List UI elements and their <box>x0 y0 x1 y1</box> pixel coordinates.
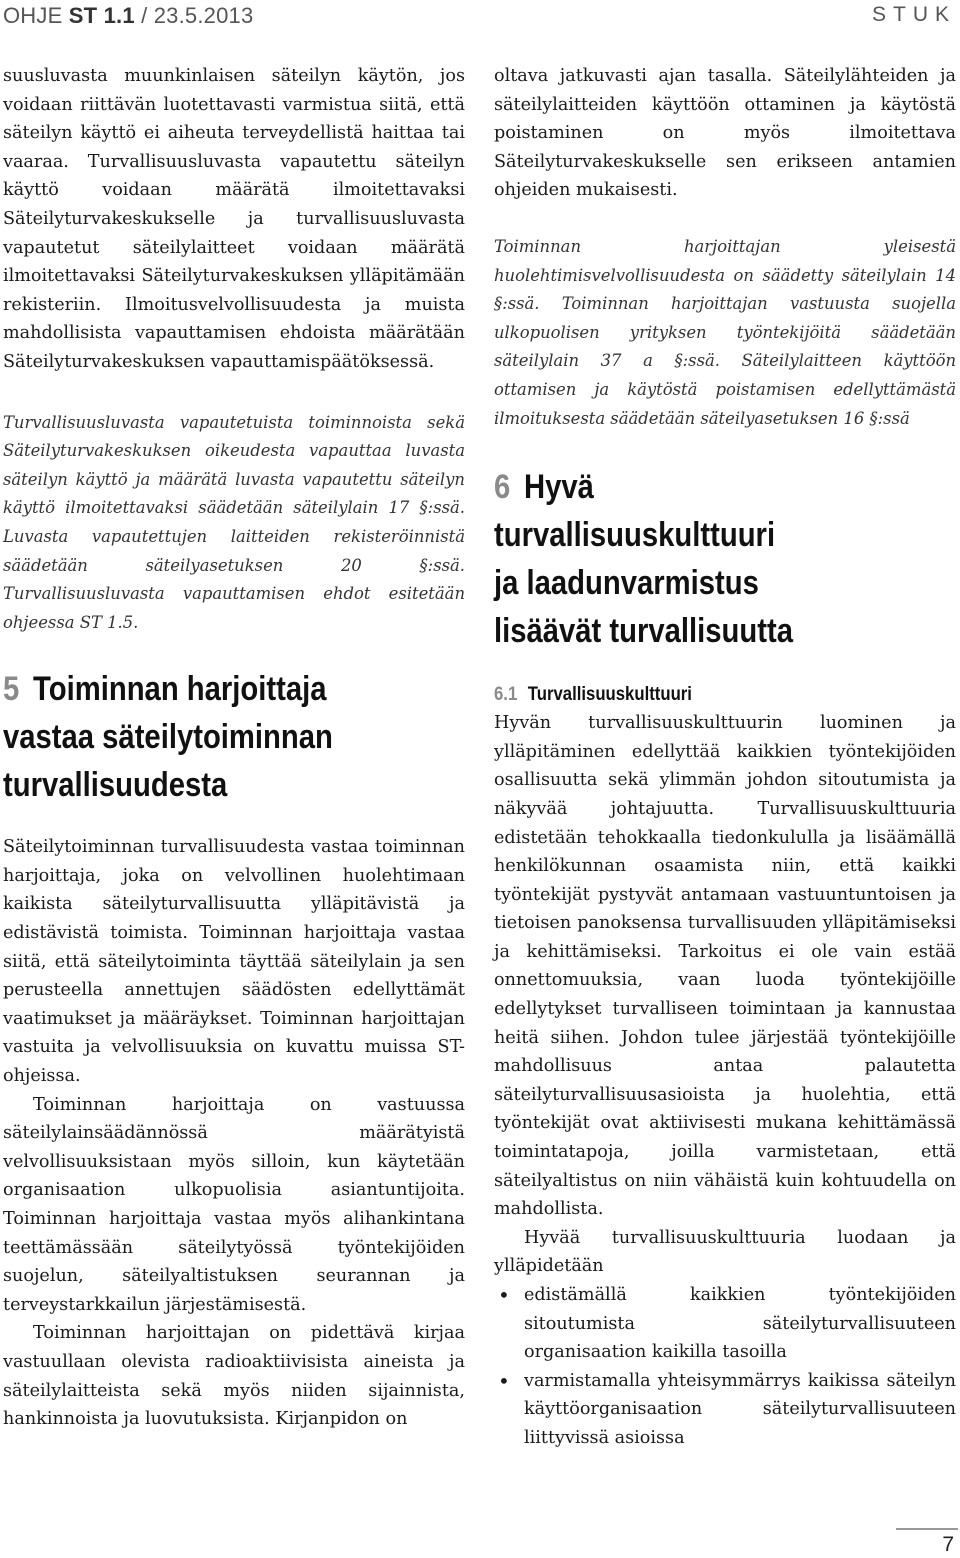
legal-note: Turvallisuusluvasta vapautetuista toiminnoista sekä Säteilyturvakeskuksen oikeudesta vapauttaa luvasta säteilyn käyttö ja määrätä luvasta vapautettu säteilyn käyttö ilmoitettavaksi säädetään säteilylain 17 §:ssä. Luvasta vapautettujen laitteiden rekisteröinnistä säädetään säteilyasetuksen 20 §:ssä. Turvallisuusluvasta vapauttamisen ehdot esitetään ohjeessa ST 1.5. <box>3 412 465 632</box>
paragraph: Säteilytoiminnan turvallisuudesta vastaa toiminnan harjoittaja, joka on velvollinen huolehtimaan kaikista säteilyturvallisuutta ylläpitävistä ja edistävistä toimista. Toiminnan harjoittaja vastaa siitä, että säteilytoiminta täyttää säteilylain ja sen perusteella annettujen säädösten edellyttämät vaatimukset ja määräykset. Toiminnan harjoittajan vastuita ja velvollisuuksia on kuvattu muissa ST-ohjeissa. <box>3 837 465 1087</box>
org-name: STUK <box>871 3 956 26</box>
subsection-number: 6.1 <box>494 684 518 706</box>
doc-prefix: OHJE <box>3 3 69 28</box>
section-title-line: turvallisuudesta <box>3 766 228 805</box>
doc-id: ST 1.1 <box>68 3 135 28</box>
paragraph: oltava jatkuvasti ajan tasalla. Säteilylähteiden ja säteilylaitteiden käyttöön ottaminen ja käytöstä poistaminen on myös ilmoitettava Säteilyturvakeskukselle sen erikseen antamien ohjeiden mukaisesti. <box>494 66 956 201</box>
legal-note: Toiminnan harjoittajan yleisestä huolehtimisvelvollisuudesta on säädetty säteilylain 14 §:ssä. Toiminnan harjoittajan vastuusta suojella ulkopuolisen yrityksen työntekijöitä säädetään säteilylain 37 a §:ssä. Säteilylaitteen käyttöön ottamisen ja käytöstä poistamisen edellyttämästä ilmoituksesta säädetään säteilyasetuksen 16 §:ssä <box>494 236 956 428</box>
page-number: 7 <box>942 1533 954 1556</box>
paragraph: Toiminnan harjoittajan on pidettävä kirjaa vastuullaan olevista radioaktiivisista aineista ja säteilylaitteista sekä myös niiden sijainnista, hankinnoista ja luovutuksista. Kirjanpidon on <box>3 1323 465 1430</box>
list-item-text: varmistamalla yhteisymmärrys kaikissa säteilyn käyttöorganisaation säteilyturvallisuuteen liittyvissä asioissa <box>524 1370 956 1448</box>
bullet-icon: • <box>498 1283 510 1307</box>
list-item <box>494 1367 956 1453</box>
left-column <box>3 62 465 1434</box>
line: haittaa tai vaaraa. Turvallisuusluvasta vapautettu säteilyn käyttö voidaan määrätä ilmoitettavaksi Säteilyturvakeskukselle ja turvallisuusluvasta vapautetut säteilylaitteet voidaan määrätä ilmoitettavaksi Säteilyturvakeskuksen ylläpitämään rekisteriin. Ilmoitusvelvollisuudesta ja muista mahdollisista vapauttamisen ehdoista määrätään Säteilyturvakeskuksen vapauttamispäätöksessä. <box>3 123 465 372</box>
right-column <box>494 62 956 1453</box>
line: suusluvasta muunkinlaisen säteilyn käytön, jos <box>3 66 465 86</box>
list-item-text: edistämällä kaikkien työntekijöiden sitoutumista säteilyturvallisuuteen organisaation kaikilla tasoilla <box>524 1285 956 1363</box>
subsection-title: Turvallisuuskulttuuri <box>527 684 692 706</box>
section-number: 5 <box>3 670 20 709</box>
bullet-icon: • <box>498 1368 510 1393</box>
running-header <box>3 3 253 29</box>
section-title-line: Hyvä <box>524 468 594 507</box>
bullet-list <box>494 1281 956 1453</box>
section-number: 6 <box>494 468 511 507</box>
line: voidaan riittävän luotettavasti varmistua siitä, <box>3 94 423 115</box>
section-title-line: vastaa säteilytoiminnan <box>3 718 333 757</box>
section-title-line: ja laadunvarmistus <box>494 564 759 603</box>
paragraph-continued <box>3 62 465 377</box>
line: että säteilyn käyttö ei aiheuta terveydellistä <box>3 94 465 144</box>
subsection-heading-6-1 <box>494 681 957 709</box>
section-heading-5 <box>3 665 464 809</box>
section-title-line: lisäävät turvallisuutta <box>494 612 794 651</box>
doc-date: / 23.5.2013 <box>134 3 254 28</box>
paragraph: Toiminnan harjoittaja on vastuussa säteilylainsäädännössä määrätyistä velvollisuuksistaan myös silloin, kun käytetään organisaation ulkopuolisia asiantuntijoita. Toiminnan harjoittaja vastaa myös alihankintana teettämässään säteilytyössä työntekijöiden suojelun, säteilyaltistuksen seurannan ja terveystarkkailun järjestämisestä. <box>3 1094 465 1315</box>
list-item <box>494 1281 956 1367</box>
section-title-line: Toiminnan harjoittaja <box>33 670 327 709</box>
footer-rule <box>896 1528 958 1530</box>
section-title-line: turvallisuuskulttuuri <box>494 516 776 555</box>
section-heading-6 <box>494 463 955 655</box>
paragraph: Hyvän turvallisuuskulttuurin luominen ja ylläpitäminen edellyttää kaikkien työntekijöiden osallisuutta sekä ylimmän johdon sitoutumista ja näkyvää johtajuutta. Turvallisuuskulttuuria edistetään tehokkaalla tiedonkululla ja lisäämällä henkilökunnan osaamista niin, että kaikki työntekijät pystyvät antamaan vastuuntuntoisen ja tietoisen panoksensa turvallisuuden ylläpitämiseksi ja kehittämiseksi. Tarkoitus ei ole vain estää onnettomuuksia, vaan luoda työntekijöille edellytykset turvalliseen toimintaan ja kannustaa heitä siihen. Johdon tulee järjestää työntekijöille mahdollisuus antaa palautetta säteilyturvallisuusasioista ja huolehtia, että työntekijät ovat aktiivisesti mukana kehittämässä toimintatapoja, joilla varmistetaan, että säteilyaltistus on niin vähäistä kuin kohtuudella on mahdollista. <box>494 713 956 1220</box>
paragraph: Hyvää turvallisuuskulttuuria luodaan ja ylläpidetään <box>494 1227 956 1277</box>
